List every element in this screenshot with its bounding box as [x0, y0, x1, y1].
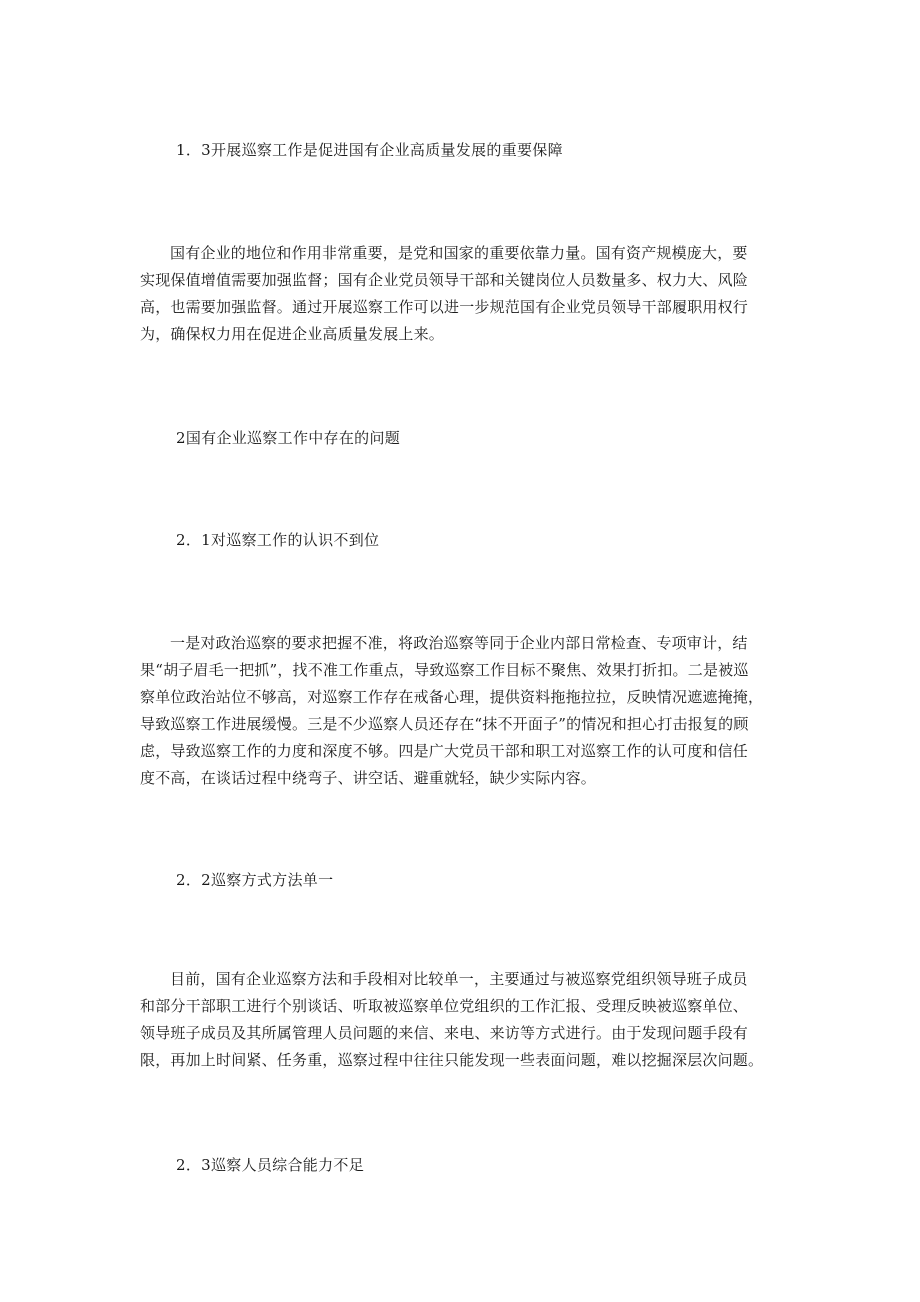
section-heading-2-3: 2．3巡察人员综合能力不足	[176, 1156, 364, 1174]
paragraph-line: 导致巡察工作进展缓慢。三是不少巡察人员还存在“抹不开面子”的情况和担心打击报复的顾	[140, 715, 749, 733]
paragraph-line: 国有企业的地位和作用非常重要，是党和国家的重要依靠力量。国有资产规模庞大，要	[170, 244, 748, 262]
paragraph-2-2	[140, 966, 790, 1074]
paragraph-line: 限，再加上时间紧、任务重，巡察过程中往往只能发现一些表面问题，难以挖掘深层次问题。	[140, 1051, 764, 1069]
paragraph-line: 和部分干部职工进行个别谈话、听取被巡察单位党组织的工作汇报、受理反映被巡察单位、	[140, 997, 749, 1015]
paragraph-line: 实现保值增值需要加强监督；国有企业党员领导干部和关键岗位人员数量多、权力大、风险	[140, 271, 749, 289]
section-heading-1-3: 1．3开展巡察工作是促进国有企业高质量发展的重要保障	[176, 141, 563, 159]
paragraph-line: 领导班子成员及其所属管理人员问题的来信、来电、来访等方式进行。由于发现问题手段有	[140, 1024, 749, 1042]
section-heading-2-1: 2．1对巡察工作的认识不到位	[176, 531, 380, 549]
paragraph-line: 虑，导致巡察工作的力度和深度不够。四是广大党员干部和职工对巡察工作的认可度和信任	[140, 742, 749, 760]
paragraph-line: 一是对政治巡察的要求把握不准，将政治巡察等同于企业内部日常检查、专项审计，结	[170, 634, 748, 652]
paragraph-line: 为，确保权力用在促进企业高质量发展上来。	[140, 325, 445, 343]
paragraph-line: 察单位政治站位不够高，对巡察工作存在戒备心理，提供资料拖拖拉拉，反映情况遮遮掩掩，	[140, 688, 764, 706]
paragraph-line: 高，也需要加强监督。通过开展巡察工作可以进一步规范国有企业党员领导干部履职用权行	[140, 298, 749, 316]
section-heading-2-2: 2．2巡察方式方法单一	[176, 871, 334, 889]
paragraph-2-1	[140, 630, 790, 792]
paragraph-line: 度不高，在谈话过程中绕弯子、讲空话、避重就轻，缺少实际内容。	[140, 769, 597, 787]
paragraph-line: 果“胡子眉毛一把抓”，找不准工作重点，导致巡察工作目标不聚焦、效果打折扣。二是被巡	[140, 661, 749, 679]
paragraph-line: 目前，国有企业巡察方法和手段相对比较单一，主要通过与被巡察党组织领导班子成员	[170, 970, 748, 988]
section-heading-2: 2国有企业巡察工作中存在的问题	[176, 429, 401, 447]
paragraph-1-3	[140, 240, 790, 348]
